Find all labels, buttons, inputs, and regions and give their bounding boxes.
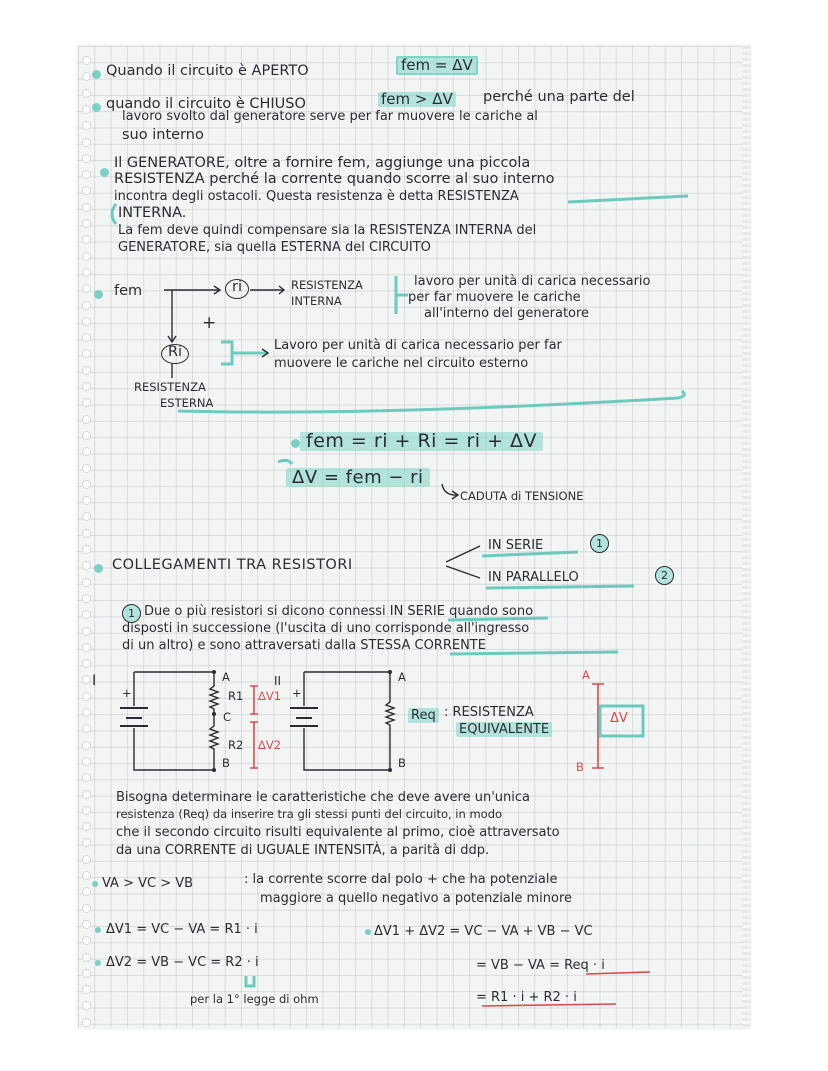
label-R2: R2: [228, 738, 244, 752]
equiv-line-3: che il secondo circuito risulti equivalente al primo, cioè attraversato: [116, 825, 560, 840]
in-serie: IN SERIE: [488, 538, 544, 553]
node-B-1: B: [222, 756, 230, 770]
res-interna-1: RESISTENZA: [291, 278, 363, 292]
eq-dV2: ΔV2 = VB − VC = R2 · i: [106, 955, 259, 970]
fem-label: fem: [114, 283, 143, 299]
chiuso-reason-1: perché una parte del: [483, 89, 635, 105]
node-A-2: A: [398, 670, 406, 684]
collegamenti-title: COLLEGAMENTI TRA RESISTORI: [112, 557, 353, 573]
section8-marks: [78, 46, 750, 1028]
lavoro-interno-3: all'interno del generatore: [424, 306, 590, 321]
label-dV2: ΔV2: [258, 738, 282, 752]
definition-line-2: disposti in successione (l'uscita di uno corrisponde all'ingresso: [122, 621, 530, 636]
battery-plus-1: +: [122, 686, 132, 700]
generatore-line-6: GENERATORE, sia quella ESTERNA del CIRCUITO: [118, 240, 431, 255]
generatore-line-3: incontra degli ostacoli. Questa resistenza è detta RESISTENZA: [114, 189, 519, 204]
circuit-label-II: II: [274, 674, 282, 688]
sum-line-1: ΔV1 + ΔV2 = VC − VA + VB − VC: [374, 924, 593, 939]
bullet-eq2: [95, 960, 101, 966]
underline-req: [586, 972, 650, 974]
ri-circle: ri: [225, 279, 249, 299]
lavoro-interno-2: per far muovere le cariche: [408, 290, 581, 305]
num-parallelo: 2: [655, 566, 674, 585]
label-R1: R1: [228, 689, 244, 703]
res-interna-2: INTERNA: [291, 294, 342, 308]
definition-line-3: di un altro) e sono attraversati dalla STESSA CORRENTE: [122, 638, 486, 653]
res-esterna-1: RESISTENZA: [134, 380, 206, 394]
equiv-line-2: resistenza (Req) da inserire tra gli stessi punti del circuito, in modo: [116, 807, 503, 821]
bullet-eq1: [95, 927, 101, 933]
num-serie: 1: [590, 534, 609, 553]
caduta-tensione: CADUTA di TENSIONE: [460, 489, 584, 503]
res-equiv-2: EQUIVALENTE: [456, 722, 552, 737]
label-dV: ΔV: [610, 711, 628, 726]
in-parallelo: IN PARALLELO: [488, 570, 579, 585]
plus-sign: +: [202, 313, 217, 333]
label-dV1: ΔV1: [258, 689, 282, 703]
ohm-law: per la 1° legge di ohm: [190, 992, 319, 1006]
chiuso-formula: fem > ΔV: [378, 92, 456, 107]
battery-plus-2: +: [292, 686, 302, 700]
lavoro-interno-1: lavoro per unità di carica necessario: [414, 274, 651, 289]
res-equiv-1: : RESISTENZA: [444, 705, 534, 720]
lavoro-esterno-1: Lavoro per unità di carica necessario per far: [274, 338, 562, 353]
num-definition: 1: [122, 604, 141, 623]
chiuso-reason-2: lavoro svolto dal generatore serve per far muovere le cariche al: [122, 109, 538, 124]
circuit-label-I: I: [92, 673, 97, 689]
underline-r1r2: [482, 1004, 616, 1006]
formula-dv: ΔV = fem − ri: [286, 468, 430, 487]
equiv-line-1: Bisogna determinare le caratteristiche che deve avere un'unica: [116, 790, 530, 805]
aperto-text: Quando il circuito è APERTO: [106, 63, 309, 79]
chiuso-reason-3: suo interno: [122, 127, 204, 143]
aperto-formula: fem = ΔV: [396, 56, 478, 75]
node-A-red: A: [582, 668, 590, 682]
formula-fem: fem = ri + Ri = ri + ΔV: [300, 432, 543, 451]
generatore-line-5: La fem deve quindi compensare sia la RESISTENZA INTERNA del: [118, 223, 537, 238]
potential-desc-1: : la corrente scorre dal polo + che ha potenziale: [244, 872, 558, 887]
Ri-circle: Ri: [161, 344, 189, 364]
node-C: C: [223, 710, 232, 724]
ohm-connector: [246, 976, 254, 986]
potential-desc-2: maggiore a quello negativo a potenziale minore: [260, 891, 573, 906]
notebook-page: [78, 46, 750, 1028]
generatore-line-4: INTERNA.: [118, 205, 187, 221]
generatore-line-2: RESISTENZA perché la corrente quando scorre al suo interno: [114, 171, 555, 187]
node-B-red: B: [576, 760, 584, 774]
bullet-sum: [365, 929, 371, 935]
equiv-line-4: da una CORRENTE di UGUALE INTENSITÀ, a parità di ddp.: [116, 843, 490, 858]
bullet-order: [92, 881, 98, 887]
node-B-2: B: [398, 756, 406, 770]
eq-dV1: ΔV1 = VC − VA = R1 · i: [106, 922, 258, 937]
chiuso-text: quando il circuito è CHIUSO: [106, 96, 306, 112]
sum-line-2: = VB − VA = Req · i: [476, 958, 605, 973]
lavoro-esterno-2: muovere le cariche nel circuito esterno: [274, 356, 529, 371]
sum-line-3: = R1 · i + R2 · i: [476, 990, 577, 1005]
generatore-line-1: Il GENERATORE, oltre a fornire fem, aggiunge una piccola: [114, 155, 531, 171]
definition-line-1: Due o più resistori si dicono connessi IN SERIE quando sono: [144, 604, 534, 619]
res-esterna-2: ESTERNA: [160, 396, 214, 410]
label-Req: Req: [408, 708, 439, 723]
node-A-1: A: [222, 670, 230, 684]
potential-order: VA > VC > VB: [102, 876, 194, 891]
